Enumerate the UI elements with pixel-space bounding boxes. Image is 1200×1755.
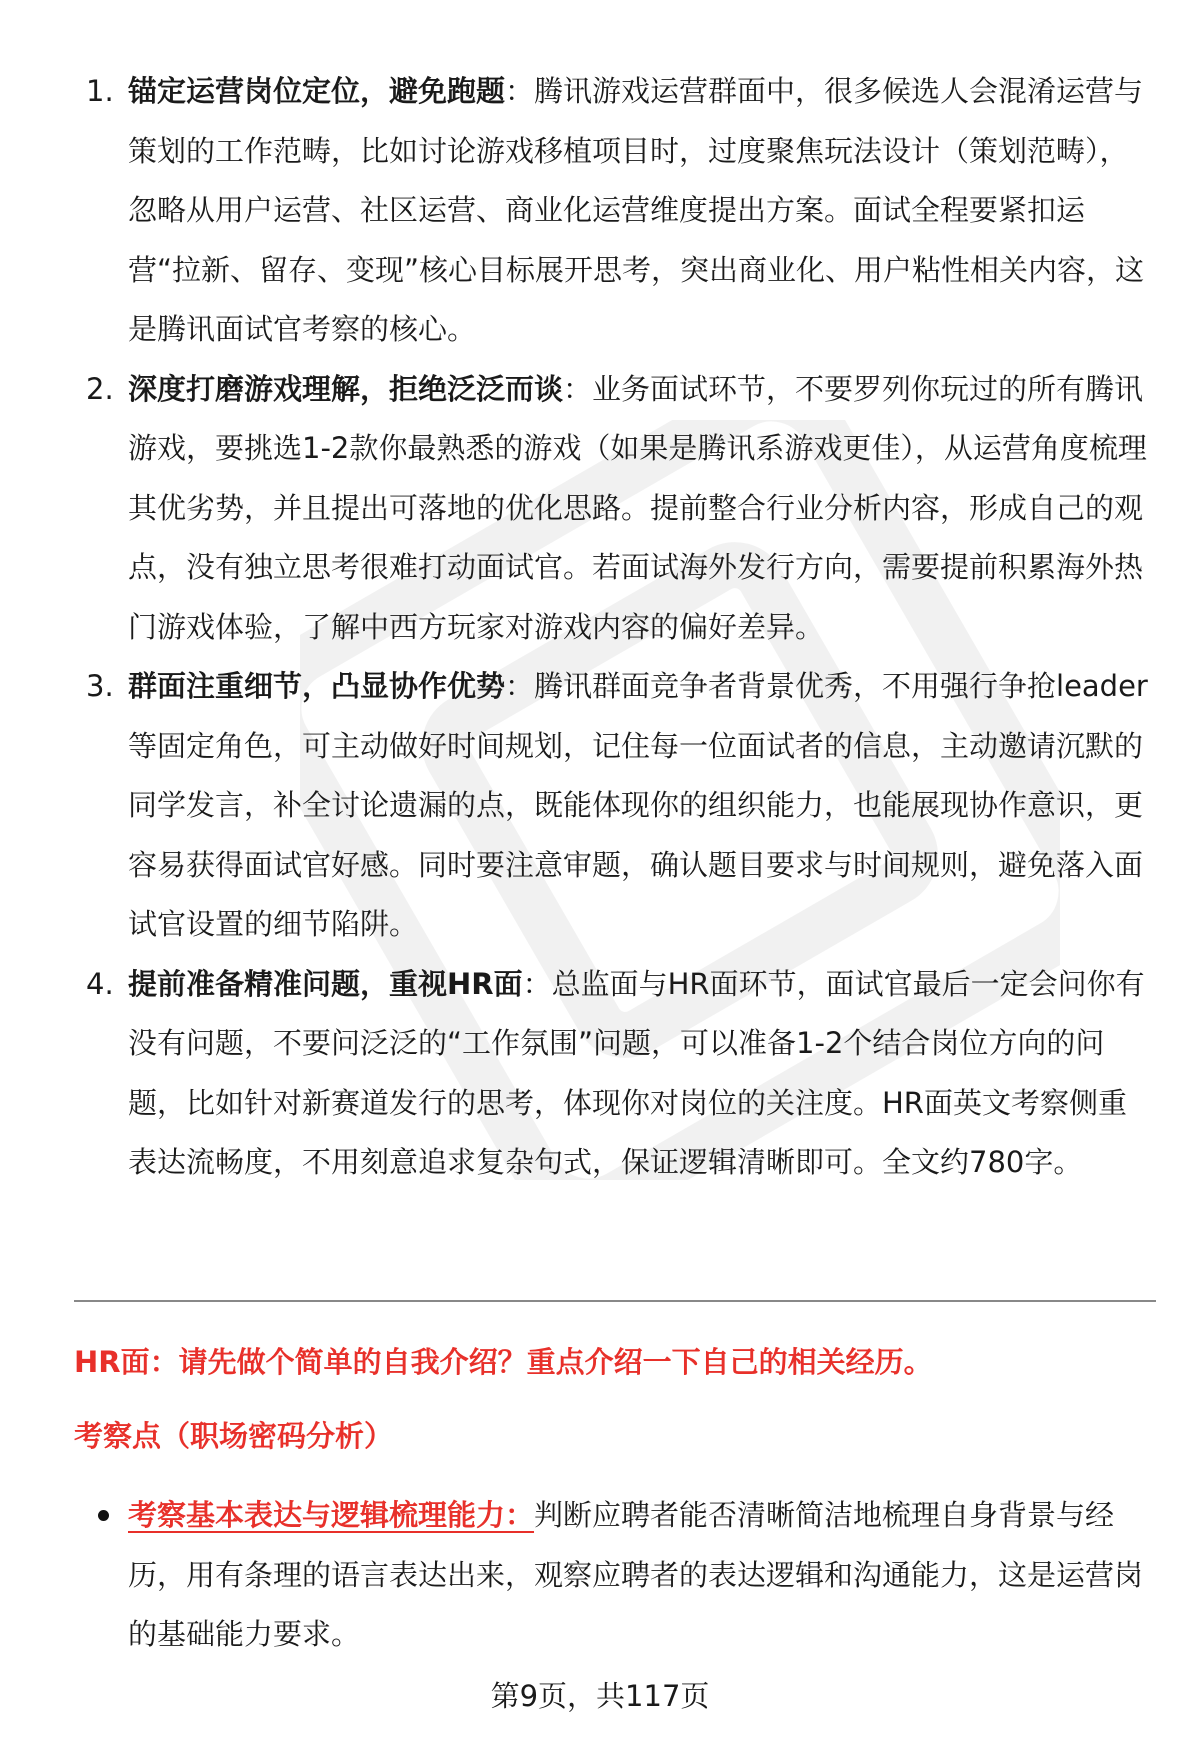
tip-item-2 [0, 360, 1200, 658]
tip-lead: 群面注重细节，凸显协作优势 [128, 669, 506, 703]
evaluation-points-heading: 考察点（职场密码分析） [74, 1419, 394, 1453]
tip-text: ：腾讯群面竞争者背景优秀，不用强行争抢leader等固定角色，可主动做好时间规划，记住每一位面试者的信息，主动邀请沉默的同学发言，补全讨论遗漏的点，既能体现你的组织能力，也能展现协作意识，更容易获得面试官好感。同时要注意审题，确认题目要求与时间规则，避免落入面试官设置的细节陷阱。 [128, 669, 1148, 941]
tip-item-1 [0, 62, 1200, 360]
evaluation-point-text: 判断应聘者能否清晰简洁地梳理自身背景与经历，用有条理的语言表达出来，观察应聘者的表达逻辑和沟通能力，这是运营岗的基础能力要求。 [128, 1498, 1144, 1651]
tip-number: 2. [86, 371, 114, 406]
tip-text: ：总监面与HR面环节，面试官最后一定会问你有没有问题，不要问泛泛的“工作氛围”问题，可以准备1-2个结合岗位方向的问题，比如针对新赛道发行的思考，体现你对岗位的关注度。HR面英文考察侧重表达流畅度，不用刻意追求复杂句式，保证逻辑清晰即可。全文约780字。 [128, 966, 1145, 1179]
question-heading: HR面：请先做个简单的自我介绍？重点介绍一下自己的相关经历。 [74, 1345, 933, 1379]
tip-item-3 [0, 657, 1200, 955]
tip-text: ：业务面试环节，不要罗列你玩过的所有腾讯游戏，要挑选1-2款你最熟悉的游戏（如果是腾讯系游戏更佳），从运营角度梳理其优劣势，并且提出可落地的优化思路。提前整合行业分析内容，形成自己的观点，没有独立思考很难打动面试官。若面试海外发行方向，需要提前积累海外热门游戏体验，了解中西方玩家对游戏内容的偏好差异。 [128, 371, 1147, 644]
tip-number: 4. [86, 966, 114, 1001]
tip-item-4 [0, 955, 1200, 1193]
section-divider [74, 1300, 1156, 1302]
tip-number: 3. [86, 669, 114, 703]
tips-list [0, 62, 1200, 1193]
evaluation-point-lead: 考察基本表达与逻辑梳理能力： [128, 1498, 535, 1532]
evaluation-points-list [0, 1486, 1200, 1665]
tip-number: 1. [86, 74, 114, 108]
tip-lead: 深度打磨游戏理解，拒绝泛泛而谈 [128, 371, 564, 406]
page-number: 第9页，共117页 [490, 1679, 710, 1713]
tip-lead: 锚定运营岗位定位，避免跑题 [128, 74, 506, 108]
tip-text: ：腾讯游戏运营群面中，很多候选人会混淆运营与策划的工作范畴，比如讨论游戏移植项目时，过度聚焦玩法设计（策划范畴），忽略从用户运营、社区运营、商业化运营维度提出方案。面试全程要紧扣运营“拉新、留存、变现”核心目标展开思考，突出商业化、用户粘性相关内容，这是腾讯面试官考察的核心。 [128, 74, 1145, 346]
evaluation-point-item [0, 1486, 1200, 1665]
tip-lead: 提前准备精准问题，重视HR面 [128, 966, 523, 1001]
bullet-dot-icon [98, 1510, 109, 1521]
